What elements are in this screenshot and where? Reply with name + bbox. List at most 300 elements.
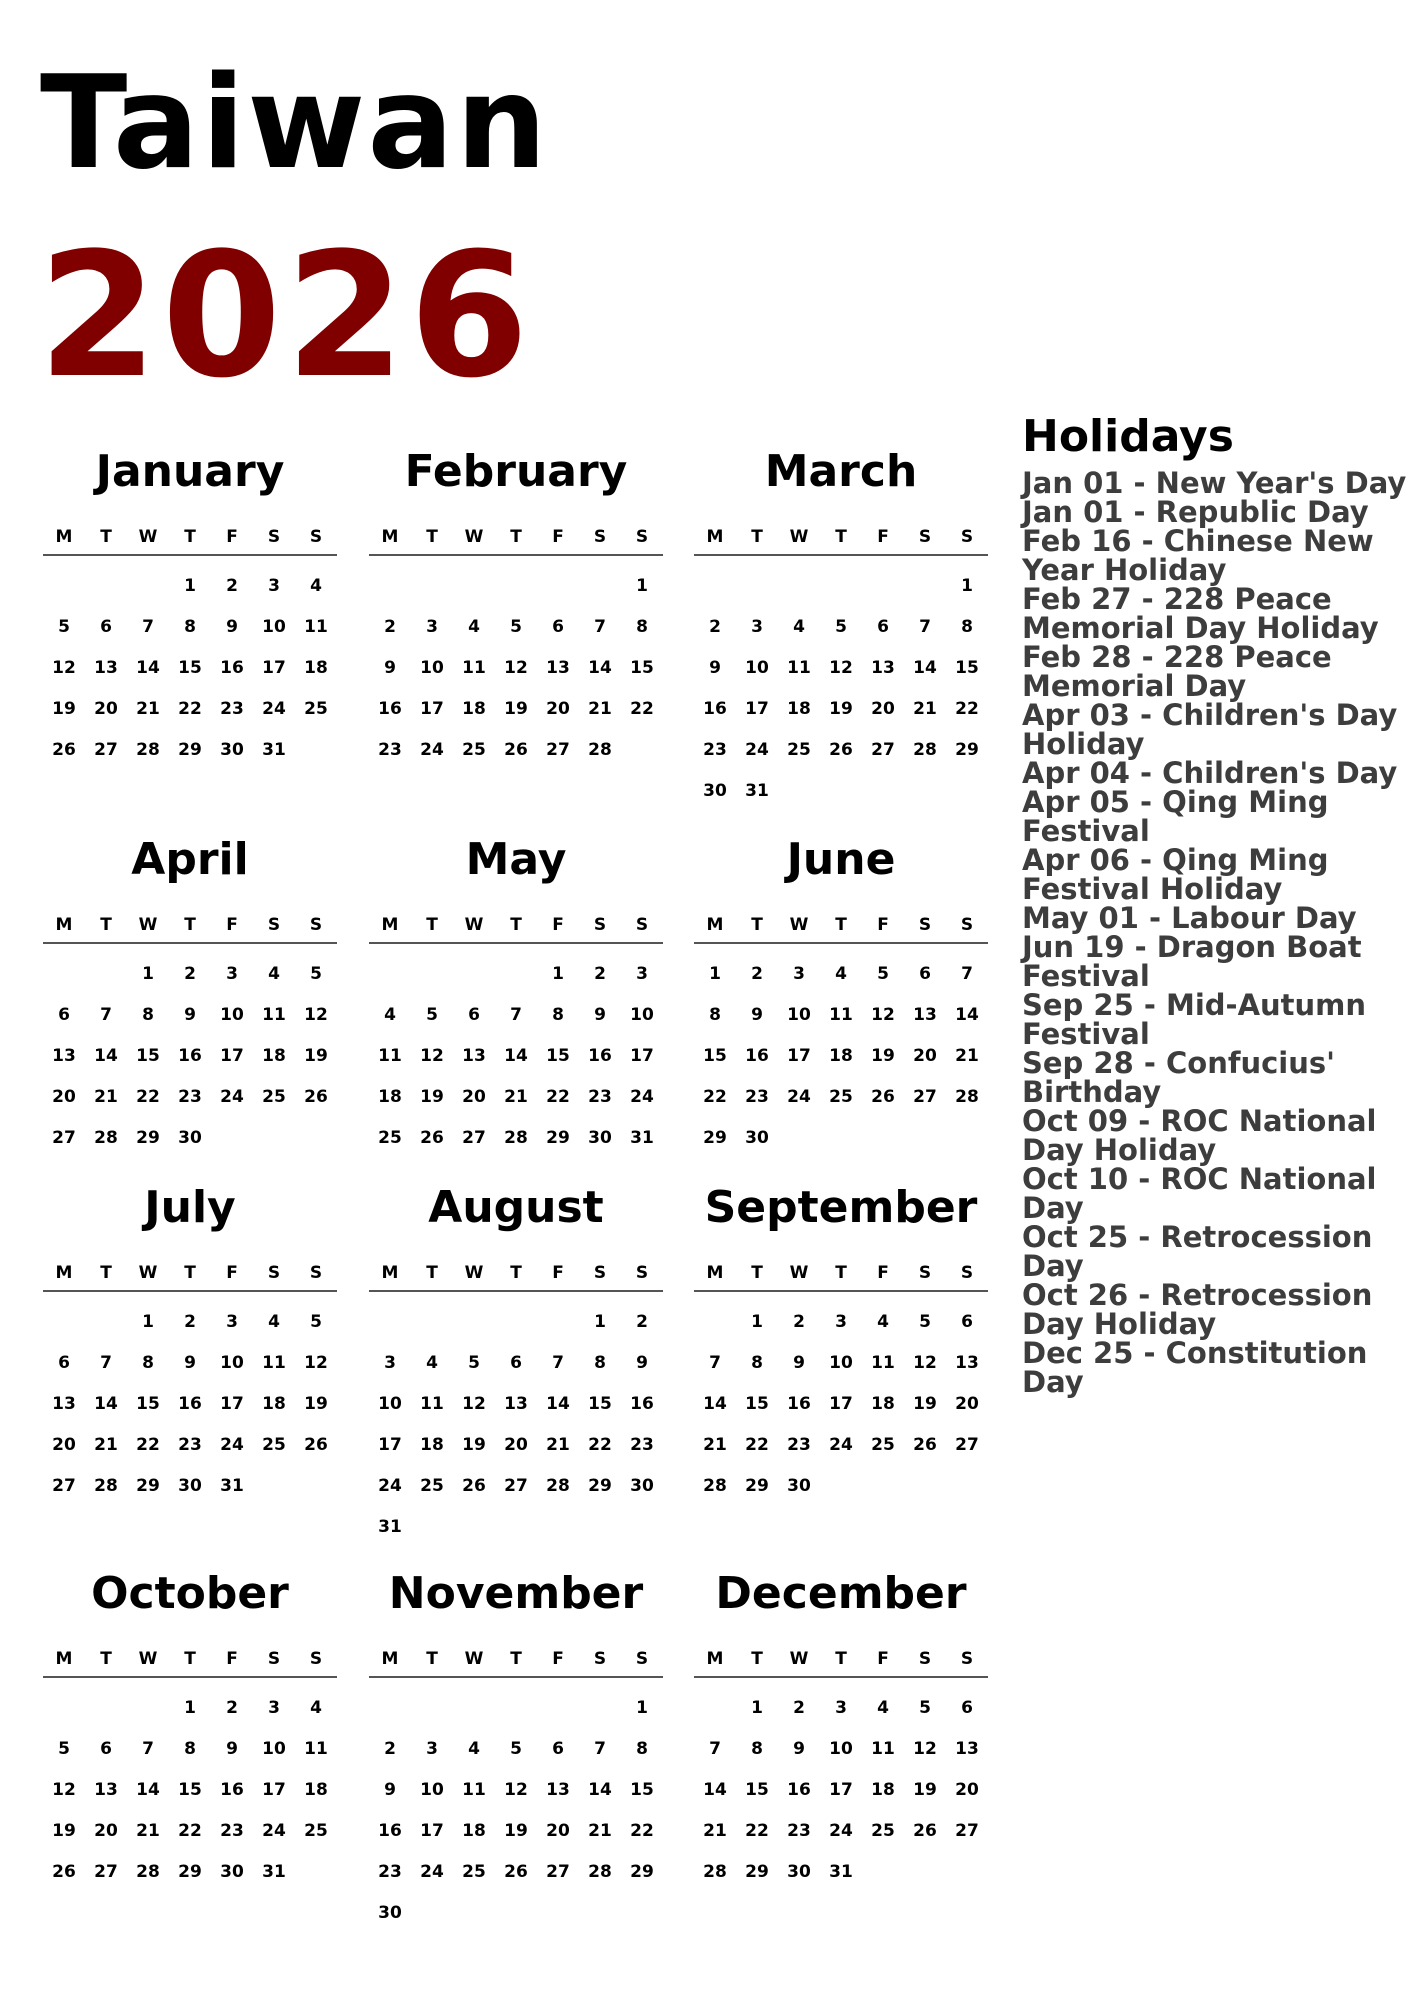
day-cell: 15 xyxy=(546,1046,570,1066)
weekday-label: M xyxy=(55,527,73,547)
weekday-label: S xyxy=(593,915,607,935)
weekday-label: S xyxy=(635,915,649,935)
day-cell: 14 xyxy=(136,658,160,678)
day-cell: 12 xyxy=(420,1046,444,1066)
day-cell: 18 xyxy=(871,1394,895,1414)
weekday-divider xyxy=(694,554,988,556)
day-cell: 21 xyxy=(703,1435,727,1455)
day-cell: 4 xyxy=(468,617,480,637)
day-cell: 19 xyxy=(52,699,76,719)
day-cell: 7 xyxy=(919,617,931,637)
day-cell: 29 xyxy=(630,1862,654,1882)
weekday-label: M xyxy=(706,1263,724,1283)
day-cell: 6 xyxy=(877,617,889,637)
day-cell: 29 xyxy=(178,1862,202,1882)
day-cell: 9 xyxy=(226,1739,238,1759)
day-cell: 5 xyxy=(510,1739,522,1759)
day-cell: 3 xyxy=(268,1698,280,1718)
day-cell: 13 xyxy=(462,1046,486,1066)
day-cell: 31 xyxy=(378,1517,402,1537)
day-cell: 25 xyxy=(304,1821,328,1841)
weekday-label: F xyxy=(552,1263,564,1283)
holiday-item: Apr 03 - Children's Day Holiday xyxy=(1022,698,1398,761)
day-cell: 26 xyxy=(871,1087,895,1107)
weekday-label: T xyxy=(510,915,522,935)
weekday-label: S xyxy=(918,527,932,547)
day-cell: 26 xyxy=(462,1476,486,1496)
holidays-list xyxy=(1022,466,1407,1399)
day-cell: 16 xyxy=(588,1046,612,1066)
day-cell: 6 xyxy=(552,617,564,637)
day-cell: 23 xyxy=(787,1435,811,1455)
weekday-label: F xyxy=(877,527,889,547)
holiday-item: Apr 04 - Children's Day xyxy=(1022,756,1398,790)
weekday-label: W xyxy=(789,527,809,547)
day-cell: 12 xyxy=(52,1780,76,1800)
day-cell: 1 xyxy=(751,1312,763,1332)
day-cell: 31 xyxy=(262,1862,286,1882)
day-cell: 27 xyxy=(871,740,895,760)
weekday-label: T xyxy=(100,915,112,935)
day-cell: 18 xyxy=(462,699,486,719)
day-cell: 20 xyxy=(462,1087,486,1107)
day-cell: 7 xyxy=(142,617,154,637)
weekday-label: T xyxy=(426,527,438,547)
day-cell: 12 xyxy=(913,1353,937,1373)
holiday-item: Feb 27 - 228 Peace Memorial Day Holiday xyxy=(1022,582,1379,645)
weekday-label: T xyxy=(751,527,763,547)
day-cell: 27 xyxy=(546,740,570,760)
day-cell: 31 xyxy=(220,1476,244,1496)
weekday-label: F xyxy=(877,1263,889,1283)
day-cell: 3 xyxy=(268,576,280,596)
weekday-label: T xyxy=(426,1263,438,1283)
weekday-header xyxy=(43,529,337,549)
holiday-item: Jan 01 - Republic Day xyxy=(1022,495,1369,529)
weekday-label: W xyxy=(789,915,809,935)
day-cell: 19 xyxy=(304,1394,328,1414)
holiday-item: May 01 - Labour Day xyxy=(1022,901,1357,935)
weekday-label: S xyxy=(960,1649,974,1669)
day-cell: 29 xyxy=(745,1862,769,1882)
day-cell: 27 xyxy=(504,1476,528,1496)
day-cell: 6 xyxy=(58,1353,70,1373)
day-cell: 5 xyxy=(310,964,322,984)
day-cell: 14 xyxy=(504,1046,528,1066)
weekday-label: T xyxy=(184,1649,196,1669)
day-cell: 27 xyxy=(913,1087,937,1107)
day-cell: 18 xyxy=(787,699,811,719)
day-cell: 1 xyxy=(961,576,973,596)
day-cell: 4 xyxy=(877,1698,889,1718)
holiday-item: Oct 09 - ROC National Day Holiday xyxy=(1022,1104,1377,1167)
weekday-label: T xyxy=(751,1649,763,1669)
weekday-header xyxy=(369,917,663,937)
day-cell: 24 xyxy=(829,1435,853,1455)
day-cell: 10 xyxy=(829,1739,853,1759)
day-cell: 3 xyxy=(835,1698,847,1718)
weekday-header xyxy=(694,1265,988,1285)
day-cell: 21 xyxy=(136,699,160,719)
day-cell: 2 xyxy=(751,964,763,984)
day-cell: 23 xyxy=(703,740,727,760)
day-cell: 22 xyxy=(703,1087,727,1107)
day-cell: 12 xyxy=(504,1780,528,1800)
weekday-label: F xyxy=(226,1649,238,1669)
day-cell: 28 xyxy=(136,740,160,760)
day-cell: 8 xyxy=(636,1739,648,1759)
day-cell: 10 xyxy=(262,1739,286,1759)
day-cell: 11 xyxy=(829,1005,853,1025)
day-cell: 13 xyxy=(52,1394,76,1414)
day-cell: 6 xyxy=(100,1739,112,1759)
weekday-label: W xyxy=(138,915,158,935)
weekday-label: S xyxy=(635,1263,649,1283)
day-cell: 12 xyxy=(829,658,853,678)
day-cell: 30 xyxy=(787,1476,811,1496)
day-cell: 28 xyxy=(588,1862,612,1882)
day-cell: 25 xyxy=(871,1435,895,1455)
day-cell: 21 xyxy=(546,1435,570,1455)
day-cell: 30 xyxy=(220,740,244,760)
weekday-label: F xyxy=(552,1649,564,1669)
day-cell: 17 xyxy=(220,1046,244,1066)
weekday-label: M xyxy=(55,1649,73,1669)
weekday-label: W xyxy=(464,915,484,935)
day-cell: 8 xyxy=(636,617,648,637)
day-cell: 28 xyxy=(703,1862,727,1882)
weekday-label: W xyxy=(789,1649,809,1669)
day-cell: 4 xyxy=(310,576,322,596)
day-cell: 12 xyxy=(871,1005,895,1025)
day-cell: 2 xyxy=(793,1698,805,1718)
day-cell: 20 xyxy=(52,1087,76,1107)
day-cell: 13 xyxy=(94,1780,118,1800)
day-cell: 26 xyxy=(304,1435,328,1455)
day-cell: 25 xyxy=(262,1087,286,1107)
day-cell: 13 xyxy=(94,658,118,678)
day-cell: 25 xyxy=(829,1087,853,1107)
day-cell: 18 xyxy=(262,1046,286,1066)
day-cell: 1 xyxy=(751,1698,763,1718)
day-cell: 26 xyxy=(913,1435,937,1455)
day-cell: 16 xyxy=(787,1394,811,1414)
weekday-label: F xyxy=(552,527,564,547)
weekday-header xyxy=(369,529,663,549)
weekday-label: M xyxy=(381,915,399,935)
day-cell: 25 xyxy=(462,1862,486,1882)
weekday-label: S xyxy=(267,1263,281,1283)
day-cell: 20 xyxy=(546,699,570,719)
day-cell: 24 xyxy=(787,1087,811,1107)
day-cell: 11 xyxy=(787,658,811,678)
weekday-header xyxy=(694,917,988,937)
day-cell: 16 xyxy=(220,1780,244,1800)
day-cell: 30 xyxy=(178,1128,202,1148)
day-cell: 18 xyxy=(829,1046,853,1066)
day-cell: 17 xyxy=(378,1435,402,1455)
month-name: February xyxy=(404,446,628,497)
weekday-label: M xyxy=(55,1263,73,1283)
day-cell: 11 xyxy=(871,1353,895,1373)
day-cell: 21 xyxy=(588,1821,612,1841)
month-name: November xyxy=(388,1568,644,1619)
day-cell: 9 xyxy=(226,617,238,637)
day-cell: 27 xyxy=(52,1476,76,1496)
weekday-label: M xyxy=(381,527,399,547)
weekday-label: S xyxy=(918,1263,932,1283)
day-cell: 7 xyxy=(100,1005,112,1025)
day-cell: 5 xyxy=(835,617,847,637)
day-cell: 9 xyxy=(636,1353,648,1373)
weekday-label: S xyxy=(309,527,323,547)
day-cell: 16 xyxy=(703,699,727,719)
day-cell: 28 xyxy=(913,740,937,760)
day-cell: 14 xyxy=(703,1780,727,1800)
holiday-item: Jan 01 - New Year's Day xyxy=(1022,466,1407,500)
weekday-label: T xyxy=(510,527,522,547)
weekday-divider xyxy=(694,1290,988,1292)
day-cell: 31 xyxy=(829,1862,853,1882)
page-title-year: 2026 xyxy=(38,215,533,416)
day-cell: 10 xyxy=(220,1353,244,1373)
day-cell: 15 xyxy=(630,1780,654,1800)
day-cell: 24 xyxy=(220,1435,244,1455)
day-cell: 17 xyxy=(420,1821,444,1841)
weekday-label: W xyxy=(464,1263,484,1283)
day-cell: 11 xyxy=(378,1046,402,1066)
day-cell: 22 xyxy=(955,699,979,719)
day-cell: 14 xyxy=(94,1046,118,1066)
holidays-panel xyxy=(1022,411,1407,1399)
day-cell: 30 xyxy=(588,1128,612,1148)
month-name: May xyxy=(465,834,567,885)
day-cell: 26 xyxy=(52,740,76,760)
day-cell: 30 xyxy=(178,1476,202,1496)
day-cell: 4 xyxy=(426,1353,438,1373)
day-cell: 15 xyxy=(703,1046,727,1066)
day-cell: 3 xyxy=(426,1739,438,1759)
day-cell: 28 xyxy=(504,1128,528,1148)
day-cell: 23 xyxy=(745,1087,769,1107)
day-cell: 26 xyxy=(420,1128,444,1148)
day-cell: 1 xyxy=(594,1312,606,1332)
day-cell: 24 xyxy=(420,740,444,760)
day-cell: 20 xyxy=(504,1435,528,1455)
day-cell: 1 xyxy=(636,1698,648,1718)
day-cell: 12 xyxy=(913,1739,937,1759)
day-cell: 29 xyxy=(588,1476,612,1496)
day-cell: 13 xyxy=(913,1005,937,1025)
weekday-label: T xyxy=(835,1649,847,1669)
day-cell: 24 xyxy=(262,1821,286,1841)
page-title-country: Taiwan xyxy=(40,49,549,198)
day-cell: 25 xyxy=(262,1435,286,1455)
day-cell: 24 xyxy=(420,1862,444,1882)
day-cell: 13 xyxy=(871,658,895,678)
day-cell: 7 xyxy=(594,617,606,637)
day-cell: 18 xyxy=(304,1780,328,1800)
day-cell: 1 xyxy=(709,964,721,984)
weekday-label: T xyxy=(426,915,438,935)
day-cell: 9 xyxy=(384,658,396,678)
day-cell: 2 xyxy=(184,1312,196,1332)
weekday-label: S xyxy=(267,527,281,547)
day-cell: 8 xyxy=(552,1005,564,1025)
day-cell: 16 xyxy=(178,1394,202,1414)
day-cell: 23 xyxy=(787,1821,811,1841)
day-cell: 5 xyxy=(310,1312,322,1332)
day-cell: 7 xyxy=(510,1005,522,1025)
day-cell: 4 xyxy=(877,1312,889,1332)
day-cell: 19 xyxy=(52,1821,76,1841)
day-cell: 5 xyxy=(426,1005,438,1025)
day-cell: 17 xyxy=(262,1780,286,1800)
day-cell: 10 xyxy=(420,658,444,678)
day-cell: 2 xyxy=(594,964,606,984)
day-cell: 14 xyxy=(94,1394,118,1414)
day-cell: 3 xyxy=(226,964,238,984)
day-cell: 11 xyxy=(462,1780,486,1800)
day-cell: 12 xyxy=(504,658,528,678)
weekday-divider xyxy=(43,942,337,944)
day-cell: 17 xyxy=(787,1046,811,1066)
day-cell: 15 xyxy=(178,1780,202,1800)
month-name: June xyxy=(786,834,896,885)
day-cell: 27 xyxy=(546,1862,570,1882)
day-cell: 6 xyxy=(510,1353,522,1373)
day-cell: 7 xyxy=(552,1353,564,1373)
day-cell: 14 xyxy=(703,1394,727,1414)
day-cell: 1 xyxy=(184,1698,196,1718)
day-cell: 18 xyxy=(871,1780,895,1800)
day-cell: 13 xyxy=(955,1739,979,1759)
day-cell: 4 xyxy=(835,964,847,984)
weekday-label: S xyxy=(960,527,974,547)
day-cell: 4 xyxy=(468,1739,480,1759)
weekday-label: S xyxy=(960,915,974,935)
day-cell: 25 xyxy=(420,1476,444,1496)
day-cell: 10 xyxy=(262,617,286,637)
day-cell: 30 xyxy=(378,1903,402,1923)
weekday-divider xyxy=(369,1676,663,1678)
day-cell: 28 xyxy=(588,740,612,760)
day-cell: 20 xyxy=(52,1435,76,1455)
holiday-item: Apr 05 - Qing Ming Festival xyxy=(1022,785,1329,848)
day-cell: 31 xyxy=(745,781,769,801)
day-cell: 3 xyxy=(384,1353,396,1373)
day-cell: 10 xyxy=(420,1780,444,1800)
day-cell: 8 xyxy=(594,1353,606,1373)
weekday-divider xyxy=(369,942,663,944)
day-cell: 14 xyxy=(588,658,612,678)
day-cell: 3 xyxy=(226,1312,238,1332)
day-cell: 3 xyxy=(835,1312,847,1332)
weekday-divider xyxy=(694,1676,988,1678)
day-cell: 12 xyxy=(304,1005,328,1025)
day-cell: 24 xyxy=(378,1476,402,1496)
day-cell: 9 xyxy=(793,1353,805,1373)
month-name: August xyxy=(428,1182,604,1233)
day-cell: 14 xyxy=(913,658,937,678)
day-cell: 16 xyxy=(745,1046,769,1066)
weekday-label: T xyxy=(184,527,196,547)
day-cell: 16 xyxy=(378,699,402,719)
day-cell: 23 xyxy=(178,1087,202,1107)
day-cell: 9 xyxy=(793,1739,805,1759)
day-cell: 17 xyxy=(829,1780,853,1800)
day-cell: 21 xyxy=(913,699,937,719)
day-cell: 14 xyxy=(546,1394,570,1414)
day-cell: 23 xyxy=(378,740,402,760)
day-cell: 11 xyxy=(462,658,486,678)
day-cell: 19 xyxy=(504,699,528,719)
weekday-label: S xyxy=(593,1263,607,1283)
day-cell: 16 xyxy=(630,1394,654,1414)
day-cell: 16 xyxy=(378,1821,402,1841)
weekday-label: M xyxy=(706,915,724,935)
day-cell: 27 xyxy=(955,1821,979,1841)
weekday-divider xyxy=(369,1290,663,1292)
day-cell: 7 xyxy=(961,964,973,984)
day-cell: 11 xyxy=(420,1394,444,1414)
day-cell: 10 xyxy=(220,1005,244,1025)
day-cell: 19 xyxy=(829,699,853,719)
day-cell: 2 xyxy=(184,964,196,984)
day-cell: 19 xyxy=(420,1087,444,1107)
weekday-label: S xyxy=(593,527,607,547)
day-cell: 6 xyxy=(919,964,931,984)
weekday-label: T xyxy=(751,915,763,935)
weekday-label: T xyxy=(100,1263,112,1283)
day-cell: 22 xyxy=(136,1435,160,1455)
weekday-label: S xyxy=(635,527,649,547)
day-cell: 27 xyxy=(94,1862,118,1882)
holiday-item: Dec 25 - Constitution Day xyxy=(1022,1336,1368,1399)
weekday-label: M xyxy=(706,527,724,547)
day-cell: 13 xyxy=(955,1353,979,1373)
day-cell: 18 xyxy=(304,658,328,678)
weekday-label: W xyxy=(464,1649,484,1669)
day-cell: 11 xyxy=(262,1353,286,1373)
day-cell: 1 xyxy=(142,964,154,984)
holiday-item: Apr 06 - Qing Ming Festival Holiday xyxy=(1022,843,1329,906)
day-cell: 5 xyxy=(510,617,522,637)
month-name: September xyxy=(704,1182,978,1233)
day-cell: 16 xyxy=(178,1046,202,1066)
day-cell: 16 xyxy=(787,1780,811,1800)
day-cell: 22 xyxy=(546,1087,570,1107)
weekday-label: T xyxy=(835,1263,847,1283)
weekday-header xyxy=(43,1265,337,1285)
day-cell: 4 xyxy=(268,1312,280,1332)
day-cell: 15 xyxy=(630,658,654,678)
weekday-label: T xyxy=(510,1263,522,1283)
day-cell: 12 xyxy=(52,658,76,678)
day-cell: 21 xyxy=(136,1821,160,1841)
weekday-label: M xyxy=(381,1263,399,1283)
weekday-header xyxy=(694,1651,988,1671)
day-cell: 24 xyxy=(262,699,286,719)
day-cell: 17 xyxy=(745,699,769,719)
weekday-label: M xyxy=(55,915,73,935)
day-cell: 20 xyxy=(94,1821,118,1841)
day-cell: 25 xyxy=(304,699,328,719)
day-cell: 7 xyxy=(142,1739,154,1759)
day-cell: 15 xyxy=(745,1780,769,1800)
day-cell: 26 xyxy=(304,1087,328,1107)
weekday-label: S xyxy=(593,1649,607,1669)
